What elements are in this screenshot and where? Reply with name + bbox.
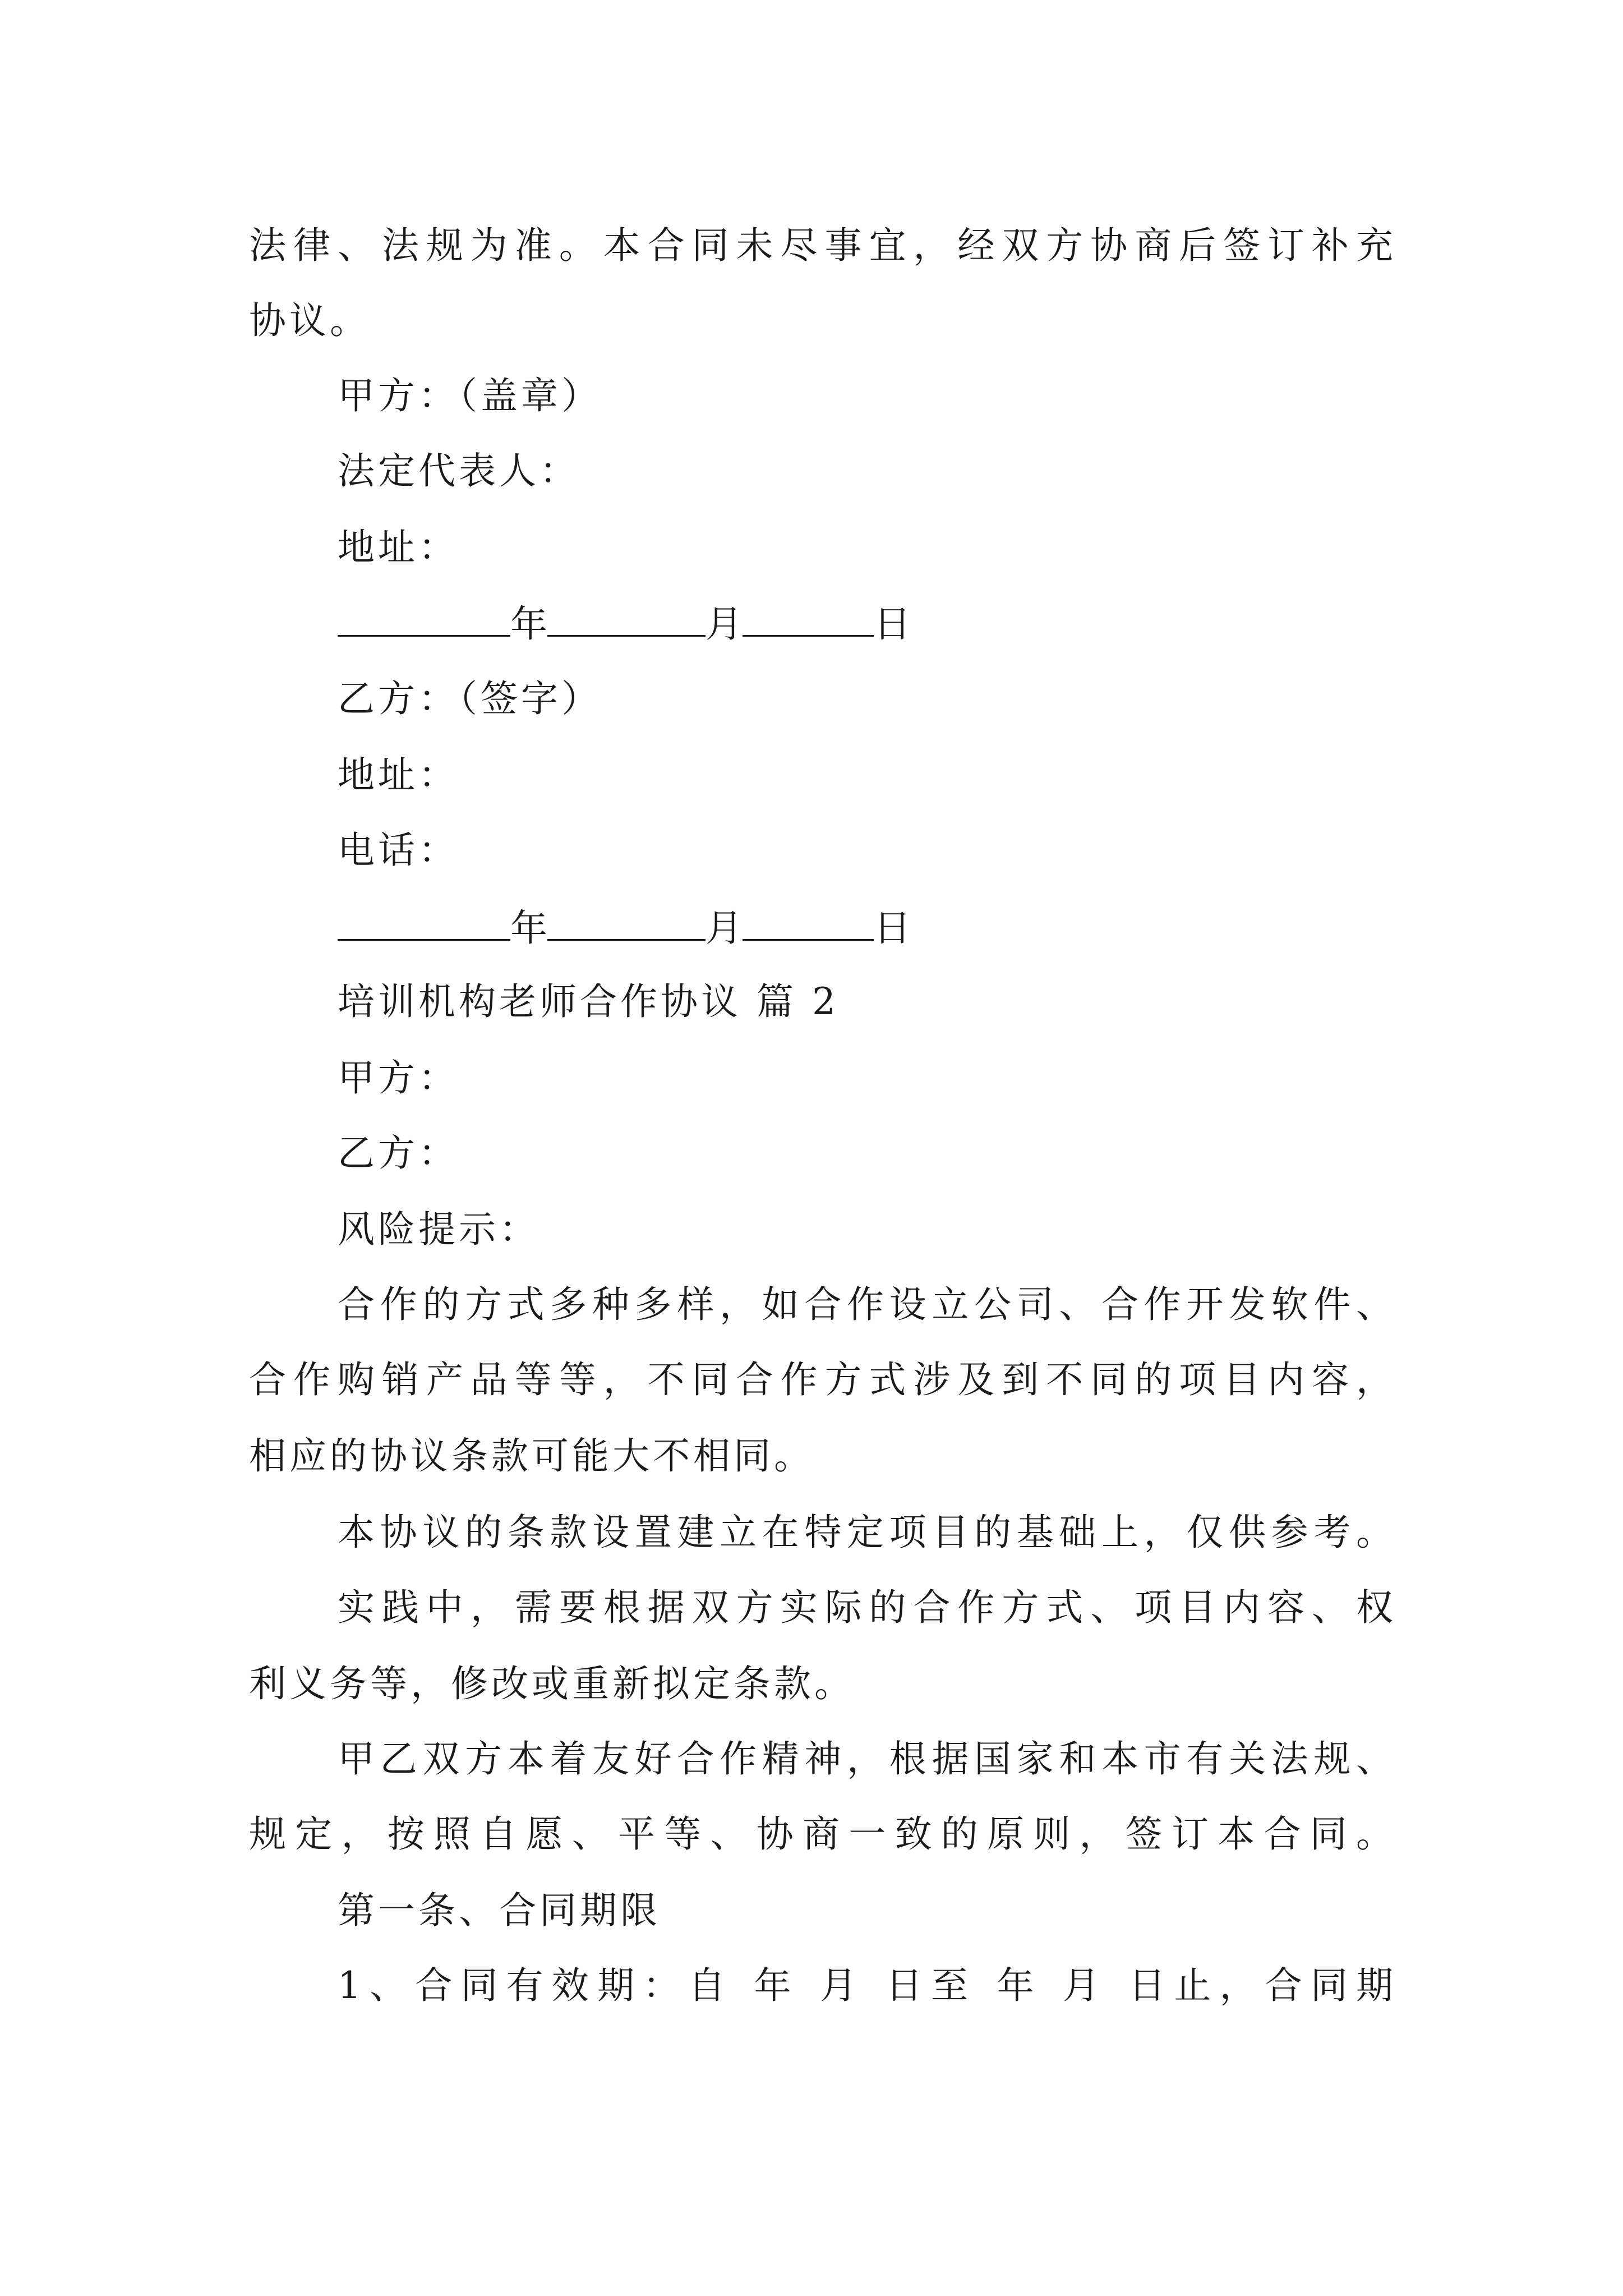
- phone-line: 电话：: [338, 829, 459, 872]
- day-blank: [743, 600, 874, 637]
- year-label: 年: [510, 907, 547, 950]
- party-a-seal-line: 甲方：（盖章）: [338, 374, 602, 417]
- party-b-sign-line: 乙方：（签字）: [338, 677, 602, 720]
- legal-representative-line: 法定代表人：: [338, 449, 580, 493]
- address-line: 地址：: [338, 753, 459, 797]
- article-heading: 第一条、合同期限: [338, 1889, 661, 1932]
- section-title: 培训机构老师合作协议 篇 2: [338, 980, 839, 1023]
- address-line: 地址：: [338, 526, 459, 569]
- paragraph-line: 本协议的条款设置建立在特定项目的基础上，仅供参考。: [338, 1511, 1393, 1554]
- day-blank: [743, 904, 874, 941]
- risk-warning-heading: 风险提示：: [338, 1208, 540, 1251]
- paragraph-line: 1、合同有效期：自 年 月 日至 年 月 日止，合同期: [338, 1964, 1393, 2007]
- paragraph-line: 实践中，需要根据双方实际的合作方式、项目内容、权: [338, 1586, 1393, 1629]
- party-a-line: 甲方：: [338, 1056, 459, 1099]
- paragraph-line: 甲乙双方本着友好合作精神，根据国家和本市有关法规、: [338, 1737, 1393, 1780]
- month-blank: [547, 904, 706, 941]
- paragraph-line: 规定，按照自愿、平等、协商一致的原则，签订本合同。: [249, 1812, 1393, 1856]
- date-signature-line: [338, 904, 911, 949]
- day-label: 日: [874, 907, 911, 950]
- month-label: 月: [706, 602, 743, 646]
- paragraph-line: 协议。: [249, 299, 370, 342]
- paragraph-line: 合作购销产品等等，不同合作方式涉及到不同的项目内容，: [249, 1358, 1393, 1401]
- party-b-line: 乙方：: [338, 1131, 459, 1175]
- year-blank: [338, 904, 510, 941]
- month-blank: [547, 600, 706, 637]
- date-signature-line: [338, 600, 911, 645]
- paragraph-line: 合作的方式多种多样，如合作设立公司、合作开发软件、: [338, 1283, 1393, 1326]
- day-label: 日: [874, 602, 911, 646]
- month-label: 月: [706, 907, 743, 950]
- paragraph-line: 利义务等，修改或重新拟定条款。: [249, 1662, 855, 1705]
- year-label: 年: [510, 602, 547, 646]
- paragraph-line: 法律、法规为准。本合同未尽事宜，经双方协商后签订补充: [249, 224, 1393, 267]
- paragraph-line: 相应的协议条款可能大不相同。: [249, 1434, 814, 1478]
- year-blank: [338, 600, 510, 637]
